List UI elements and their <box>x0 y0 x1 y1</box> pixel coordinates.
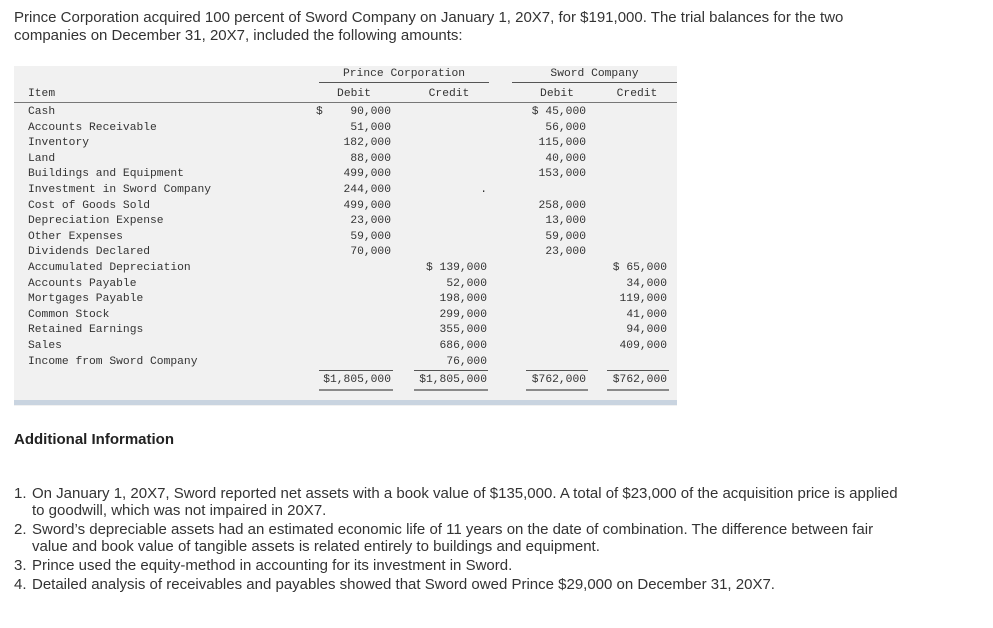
sword-debit-value: 40,000 <box>545 152 586 165</box>
prince-debit-value: 182,000 <box>343 137 391 150</box>
sword-credit-header: Credit <box>616 88 658 100</box>
note-line-1: On January 1, 20X7, Sword reported net assets with a book value of $135,000. A total of $23,000 of the acquisition price is applied <box>32 485 898 502</box>
prince-credit-double-rule <box>414 389 488 391</box>
prince-debit-value: 499,000 <box>343 168 391 181</box>
sword-credit-value: 34,000 <box>626 277 667 290</box>
prince-credit-value: 686,000 <box>439 340 487 352</box>
row-item: Income from Sword Company <box>28 355 198 368</box>
row-item: Depreciation Expense <box>28 215 164 228</box>
row-item: Accumulated Depreciation <box>28 262 191 274</box>
note-number: 4. <box>14 576 27 593</box>
additional-info-list <box>14 485 984 595</box>
prince-group-header: Prince Corporation <box>342 68 466 80</box>
prince-debit-total: $1,805,000 <box>323 374 391 386</box>
sword-credit-total: $762,000 <box>612 374 667 386</box>
prince-debit-value: 51,000 <box>350 121 391 134</box>
prince-debit-value: 70,000 <box>350 246 391 259</box>
prince-credit-value: 52,000 <box>446 277 487 290</box>
row-item: Common Stock <box>28 308 110 321</box>
prince-credit-value: . <box>480 184 487 196</box>
note-line-2: to goodwill, which was not impaired in 20X7. <box>32 502 327 519</box>
prince-header-rule <box>319 82 489 83</box>
row-item: Dividends Declared <box>28 246 151 259</box>
prince-debit-value: 499,000 <box>343 199 391 212</box>
list-item <box>14 576 984 593</box>
item-col-header: Item <box>28 88 56 100</box>
row-item: Cost of Goods Sold <box>28 199 151 212</box>
table-bottom-bar <box>14 400 677 405</box>
prince-credit-value: 76,000 <box>446 355 487 368</box>
sword-group-header: Sword Company <box>550 68 639 80</box>
sword-credit-value: 119,000 <box>619 293 667 306</box>
prince-debit-total-rule <box>319 370 393 371</box>
sword-credit-double-rule <box>607 389 669 391</box>
sword-debit-value: 23,000 <box>545 246 586 259</box>
prince-credit-total-rule <box>414 370 488 371</box>
prince-debit-header: Debit <box>337 88 371 100</box>
row-item: Accounts Receivable <box>28 121 157 134</box>
sword-credit-value: $ 65,000 <box>612 262 667 274</box>
note-line-2: value and book value of tangible assets is related entirely to buildings and equipment. <box>32 538 600 555</box>
prince-debit-value: 23,000 <box>350 215 391 228</box>
prince-debit-value: 88,000 <box>350 152 391 165</box>
sword-header-rule <box>512 82 677 83</box>
problem-intro <box>14 9 974 45</box>
list-item <box>14 485 984 519</box>
intro-line-1: Prince Corporation acquired 100 percent of Sword Company on January 1, 20X7, for $191,000. The trial balances for the two <box>14 9 844 26</box>
sword-debit-total-rule <box>526 370 588 371</box>
trial-balance-table <box>14 66 677 406</box>
prince-debit-dollar: $ <box>316 106 323 118</box>
sword-credit-value: 41,000 <box>626 308 667 321</box>
additional-info-title: Additional Information <box>14 431 174 448</box>
prince-debit-value: 59,000 <box>350 230 391 243</box>
prince-debit-double-rule <box>319 389 393 391</box>
row-item: Mortgages Payable <box>28 293 144 306</box>
row-item: Inventory <box>28 137 90 150</box>
intro-line-2: companies on December 31, 20X7, included the following amounts: <box>14 27 463 44</box>
sword-debit-value: 153,000 <box>538 168 586 181</box>
prince-credit-value: 198,000 <box>439 293 487 306</box>
sword-debit-double-rule <box>526 389 588 391</box>
sword-credit-value: 94,000 <box>626 324 667 337</box>
row-item: Investment in Sword Company <box>28 184 212 196</box>
sword-credit-total-rule <box>607 370 669 371</box>
sword-debit-value: $ 45,000 <box>531 106 586 118</box>
prince-debit-value: 90,000 <box>350 106 391 118</box>
list-item <box>14 521 984 555</box>
prince-debit-value: 244,000 <box>343 184 391 196</box>
prince-credit-total: $1,805,000 <box>419 374 487 386</box>
sword-debit-value: 56,000 <box>545 121 586 134</box>
note-line-1: Sword’s depreciable assets had an estimated economic life of 11 years on the date of combination. The difference between fair <box>32 521 874 538</box>
note-number: 2. <box>14 521 27 538</box>
prince-credit-value: $ 139,000 <box>425 262 487 274</box>
row-item: Cash <box>28 106 56 118</box>
note-number: 3. <box>14 557 27 574</box>
prince-credit-header: Credit <box>428 88 470 100</box>
sword-debit-total: $762,000 <box>531 374 586 386</box>
sword-debit-value: 59,000 <box>545 230 586 243</box>
row-item: Retained Earnings <box>28 324 144 337</box>
sword-debit-value: 115,000 <box>538 137 586 150</box>
note-number: 1. <box>14 485 27 502</box>
prince-credit-value: 355,000 <box>439 324 487 337</box>
row-item: Buildings and Equipment <box>28 168 184 181</box>
sword-debit-value: 13,000 <box>545 215 586 228</box>
note-line-1: Prince used the equity-method in accounting for its investment in Sword. <box>32 557 513 574</box>
list-item <box>14 557 984 574</box>
column-header-rule <box>14 102 677 103</box>
row-item: Other Expenses <box>28 230 123 243</box>
sword-credit-value: 409,000 <box>619 340 667 352</box>
sword-debit-value: 258,000 <box>538 199 586 212</box>
prince-credit-value: 299,000 <box>439 308 487 321</box>
sword-debit-header: Debit <box>540 88 574 100</box>
row-item: Sales <box>28 340 62 352</box>
row-item: Land <box>28 152 56 165</box>
row-item: Accounts Payable <box>28 277 137 290</box>
note-line-1: Detailed analysis of receivables and payables showed that Sword owed Prince $29,000 on December 31, 20X7. <box>32 576 775 593</box>
